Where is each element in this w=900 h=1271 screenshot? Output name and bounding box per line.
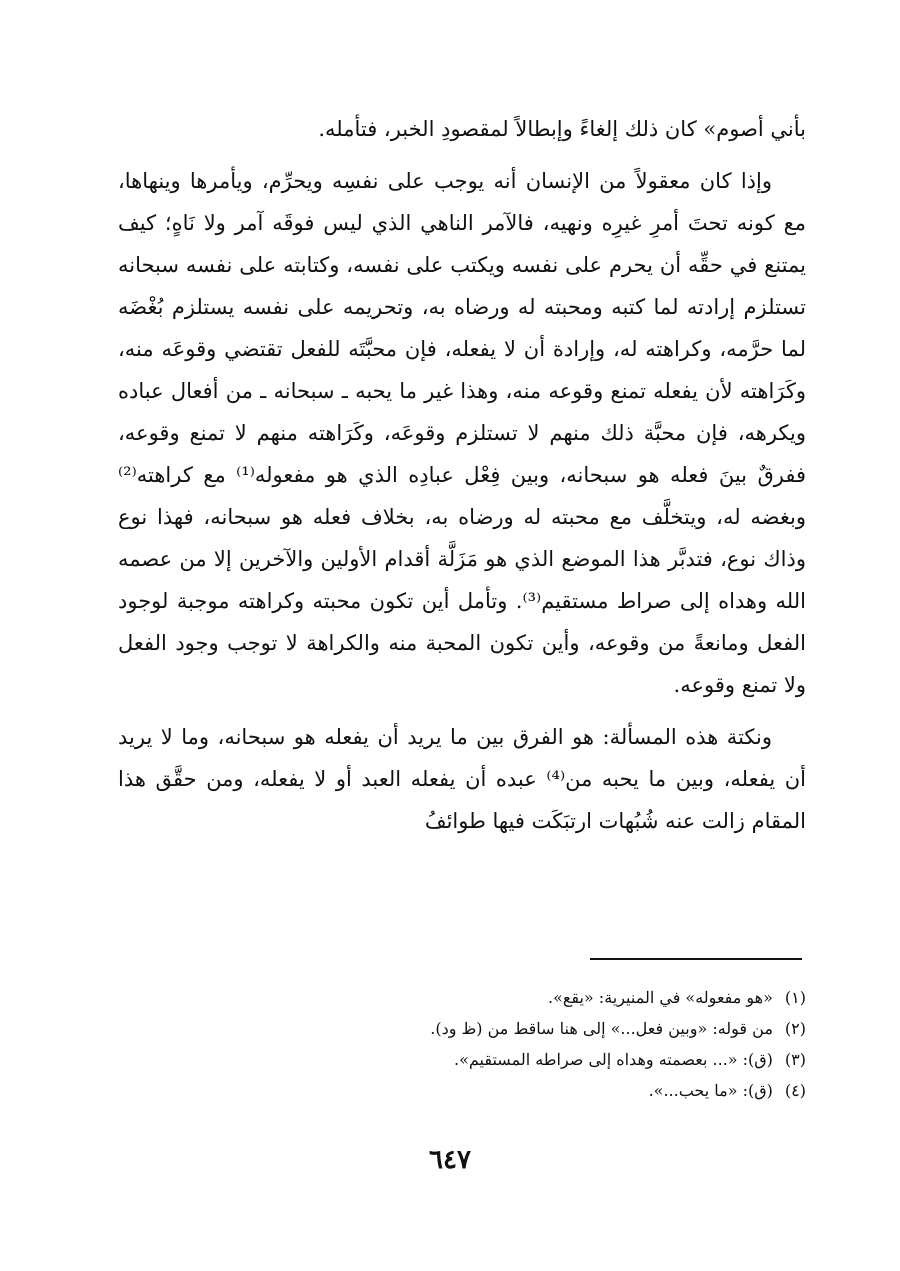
footnote-number: (٢) [784,1019,806,1038]
footnote-number: (٤) [784,1081,806,1100]
footnote-number: (٣) [784,1050,806,1069]
paragraph: وإذا كان معقولاً من الإنسان أنه يوجب على نفسِه ويحرِّم، ويأمرها وينهاها، مع كونه تحتَ أمرِ غيرِه ونهيه، فالآمر الناهي الذي ليس فوقَه آمر ولا نَاهٍ؛ كيف يمتنع في حقِّه أن يحرم على نفسه ويكتب على نفسه، وكتابته على نفسه سبحانه تستلزم إرادته لما كتبه ومحبته له ورضاه به، وتحريمه على نفسه يستلزم بُغْضَه لما حرَّمه، وكراهته له، وإرادة أن لا يفعله، فإن محبَّتَه للفعل تقتضي وقوعَه منه، وكَرَاهته لأن يفعله تمنع وقوعه منه، وهذا غير ما يحبه ـ سبحانه ـ من أفعال عباده ويكرهه، فإن محبَّة ذلك منهم لا تستلزم وقوعَه، وكَرَاهته منهم لا تمنع وقوعه، ففرقٌ بينَ فعله هو سبحانه، وبين فِعْل عبادِه الذي هو مفعوله⁽¹⁾ مع كراهته⁽²⁾ وبغضه له، ويتخلَّف مع محبته له ورضاه به، بخلاف فعله هو سبحانه، فهذا نوع وذاك نوع، فتدبَّر هذا الموضع الذي هو مَزَلَّة أقدام الأولين والآخرين إلا من عصمه الله وهداه إلى صراط مستقيم⁽³⁾. وتأمل أين تكون محبته وكراهته موجبة لوجود الفعل ومانعةً من وقوعه، وأين تكون المحبة منه والكراهة لا توجب وجود الفعل ولا تمنع وقوعه. [118,169,806,697]
footnote-divider [590,958,802,960]
footnote [118,1075,806,1106]
footnote [118,982,806,1013]
footnote [118,1013,806,1044]
paragraph: ونكتة هذه المسألة: هو الفرق بين ما يريد أن يفعله هو سبحانه، وما لا يريد أن يفعله، وبين ما يحبه من⁽⁴⁾ عبده أن يفعله العبد أو لا يفعله، ومن حقَّق هذا المقام زالت عنه شُبُهات ارتبَكَت فيها طوائفُ [118,725,806,833]
footnote-text: (ق): «ما يحب...». [648,1081,773,1100]
footnote-text: (ق): «... بعصمته وهداه إلى صراطه المستقيم». [454,1050,773,1069]
footnote [118,1044,806,1075]
footnote-text: من قوله: «وبين فعل...» إلى هنا ساقط من (ظ ود). [430,1019,773,1038]
footnote-number: (١) [784,988,806,1007]
main-text [118,108,806,842]
paragraph-continuation: بأني أصوم» كان ذلك إلغاءً وإبطالاً لمقصودِ الخبر، فتأمله. [318,117,806,141]
page-number: ٦٤٧ [429,1145,471,1175]
footnotes [118,982,806,1106]
footnote-text: «هو مفعوله» في المنيرية: «يقع». [547,988,773,1007]
